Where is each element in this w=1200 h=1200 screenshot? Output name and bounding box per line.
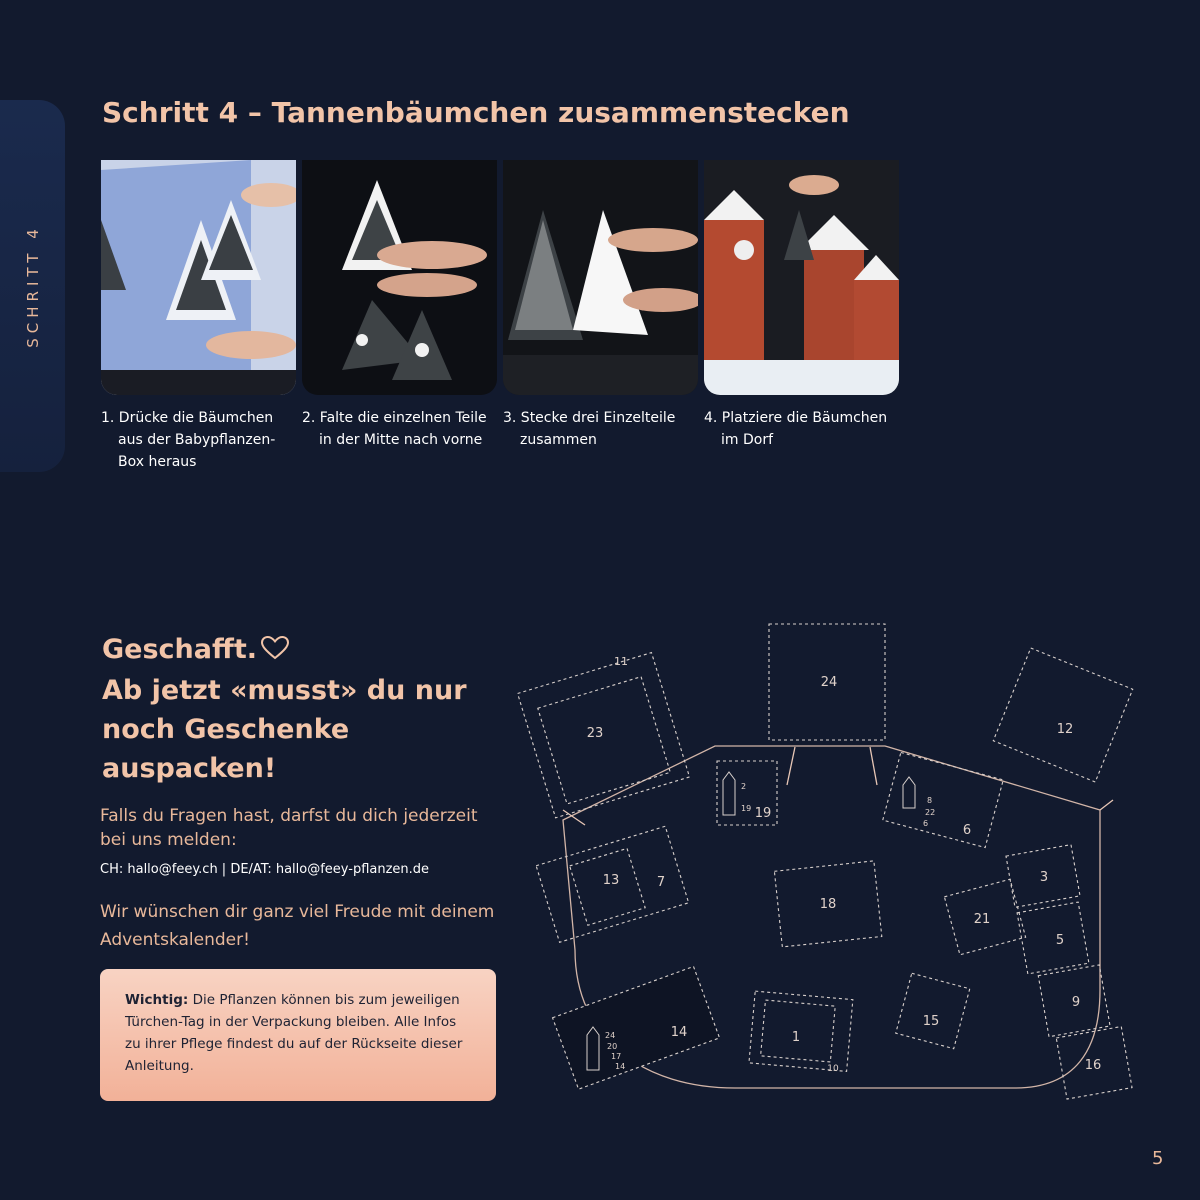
map-label-7: 7 — [656, 875, 666, 890]
map-box-14 — [553, 966, 720, 1089]
map-boxes — [518, 624, 1133, 1099]
photo-1-illustration — [101, 160, 296, 395]
map-label-8: 8 — [927, 796, 933, 805]
step-caption-1: 1. Drücke die Bäumchen aus der Babypflanzen-Box heraus — [101, 410, 276, 470]
map-label-24: 24 — [820, 675, 838, 690]
step-title: Schritt 4 – Tannenbäumchen zusammenstecken — [102, 96, 850, 129]
notice-text: Die Pflanzen können bis zum jeweiligen Türchen-Tag in der Verpackung bleiben. Alle Infos zu ihrer Pflege findest du auf der Rückseite dieser Anleitung. — [125, 992, 463, 1074]
photo-assemble-parts — [503, 160, 698, 395]
photo-4-illustration — [704, 160, 899, 395]
map-label-9: 9 — [1071, 995, 1081, 1010]
map-label-3: 3 — [1039, 870, 1049, 885]
map-box-12 — [993, 648, 1132, 782]
sidebar-tab — [0, 100, 65, 472]
village-layout-map — [515, 610, 1140, 1105]
map-label-19: 19 — [754, 806, 772, 821]
map-label-6-small: 6 — [923, 819, 929, 828]
questions-text: Falls du Fragen hast, darfst du dich jederzeit bei uns melden: — [100, 806, 478, 850]
step-caption-3: 3. Stecke drei Einzelteile zusammen — [503, 410, 676, 448]
step-caption-4: 4. Platziere die Bäumchen im Dorf — [704, 410, 888, 448]
map-label-6: 6 — [962, 823, 972, 838]
map-label-11: 11 — [614, 655, 628, 668]
map-label-19-small: 19 — [741, 804, 752, 813]
map-label-18: 18 — [819, 897, 837, 912]
tower-icon-19 — [723, 772, 735, 815]
map-label-5: 5 — [1055, 933, 1065, 948]
contact-emails: CH: hallo@feey.ch | DE/AT: hallo@feey-pflanzen.de — [100, 862, 430, 877]
map-label-21: 21 — [973, 912, 991, 927]
map-label-23: 23 — [586, 726, 604, 741]
map-label-10: 10 — [827, 1064, 839, 1074]
map-label-14: 14 — [670, 1025, 688, 1040]
map-label-13: 13 — [602, 873, 620, 888]
wish-text: Wir wünschen dir ganz viel Freude mit deinem Adventskalender! — [100, 902, 495, 950]
map-label-16: 16 — [1084, 1058, 1102, 1073]
tower-icon-6 — [903, 777, 915, 808]
page-number: 5 — [1152, 1148, 1164, 1169]
photo-place-in-village — [704, 160, 899, 395]
step-caption-2: 2. Falte die einzelnen Teile in der Mitte nach vorne — [302, 410, 487, 448]
map-box-1 — [749, 991, 853, 1071]
map-label-17: 17 — [611, 1052, 622, 1061]
photo-press-out-trees — [101, 160, 296, 395]
map-label-15: 15 — [922, 1014, 940, 1029]
notice-label: Wichtig: — [125, 992, 189, 1008]
sidebar-tab-label: SCHRITT 4 — [23, 224, 42, 348]
map-label-20: 20 — [607, 1042, 618, 1051]
map-box-15 — [896, 973, 970, 1048]
heart-icon — [261, 632, 289, 671]
done-title: Geschafft. — [102, 634, 258, 665]
map-label-22: 22 — [925, 808, 936, 817]
map-box-5 — [1017, 902, 1089, 974]
map-label-2: 2 — [741, 782, 747, 791]
notice-box — [100, 969, 496, 1101]
map-label-24-small: 24 — [605, 1031, 616, 1040]
photo-3-illustration — [503, 160, 698, 395]
map-label-12: 12 — [1056, 722, 1074, 737]
map-box-6 — [883, 752, 1004, 847]
done-subtitle: Ab jetzt «musst» du nur noch Geschenke auspacken! — [102, 675, 467, 784]
map-label-1: 1 — [791, 1030, 801, 1045]
done-heading — [102, 630, 502, 788]
map-box-23 — [538, 677, 671, 804]
photo-fold-parts — [302, 160, 497, 395]
photo-2-illustration — [302, 160, 497, 395]
map-label-14-small: 14 — [615, 1062, 626, 1071]
